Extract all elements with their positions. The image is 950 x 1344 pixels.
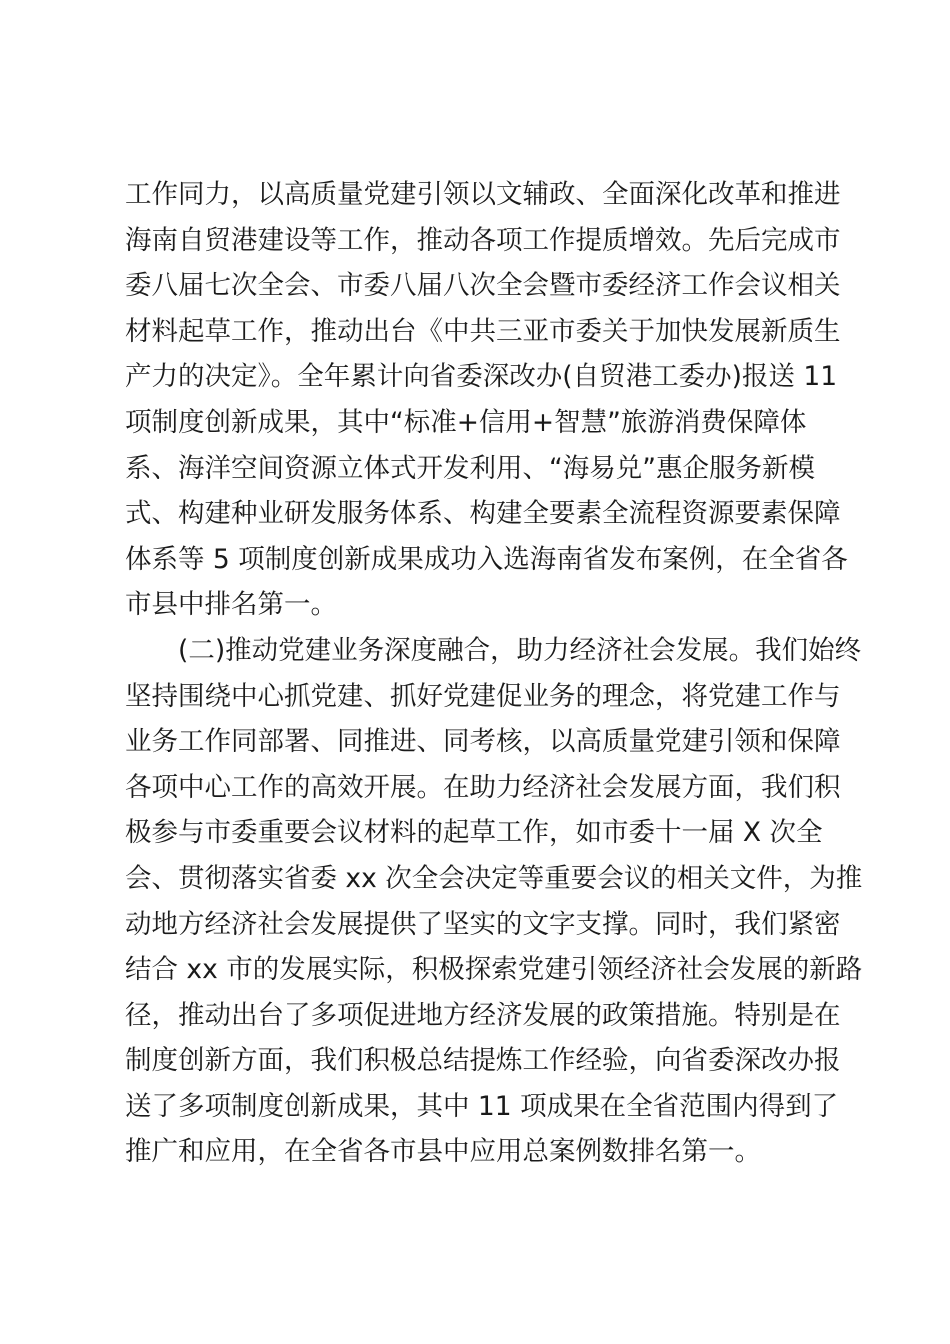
text-line: 委八届七次全会、市委八届八次全会暨市委经济工作会议相关 (125, 270, 841, 302)
text-line: 体系等 5 项制度创新成果成功入选海南省发布案例，在全省各 (125, 543, 848, 575)
text-line: 动地方经济社会发展提供了坚实的文字支撑。同时，我们紧密 (125, 908, 841, 940)
text-line: 推广和应用，在全省各市县中应用总案例数排名第一。 (125, 1136, 761, 1168)
text-line: 工作同力，以高质量党建引领以文辅政、全面深化改革和推进 (125, 179, 841, 210)
text-line: 产力的决定》。全年累计向省委深改办(自贸港工委办)报送 11 (125, 361, 838, 393)
text-line: 业务工作同部署、同推进、同考核，以高质量党建引领和保障 (125, 726, 841, 758)
text-line: 结合 xx 市的发展实际，积极探索党建引领经济社会发展的新路 (125, 954, 863, 986)
text-line: 项制度创新成果，其中“标准+信用+智慧”旅游消费保障体 (125, 406, 807, 438)
text-line: 送了多项制度创新成果，其中 11 项成果在全省范围内得到了 (125, 1090, 839, 1122)
text-line: 材料起草工作，推动出台《中共三亚市委关于加快发展新质生 (125, 315, 841, 347)
text-line: 各项中心工作的高效开展。在助力经济社会发展方面，我们积 (125, 771, 841, 803)
text-line: 式、构建种业研发服务体系、构建全要素全流程资源要素保障 (125, 498, 841, 530)
text-line: 坚持围绕中心抓党建、抓好党建促业务的理念，将党建工作与 (125, 680, 841, 712)
body-text (125, 172, 863, 1175)
text-line: 极参与市委重要会议材料的起草工作，如市委十一届 X 次全 (125, 817, 823, 849)
text-line: 径，推动出台了多项促进地方经济发展的政策措施。特别是在 (125, 999, 841, 1031)
section-heading-line: (二)推动党建业务深度融合，助力经济社会发展。我们始终 (125, 634, 862, 666)
text-line: 制度创新方面，我们积极总结提炼工作经验，向省委深改办报 (125, 1045, 841, 1077)
text-line: 系、海洋空间资源立体式开发利用、“海易兑”惠企服务新模 (125, 452, 815, 484)
text-line: 海南自贸港建设等工作，推动各项工作提质增效。先后完成市 (125, 224, 841, 256)
text-line: 市县中排名第一。 (125, 589, 337, 621)
text-line: 会、贯彻落实省委 xx 次全会决定等重要会议的相关文件，为推 (125, 862, 863, 894)
